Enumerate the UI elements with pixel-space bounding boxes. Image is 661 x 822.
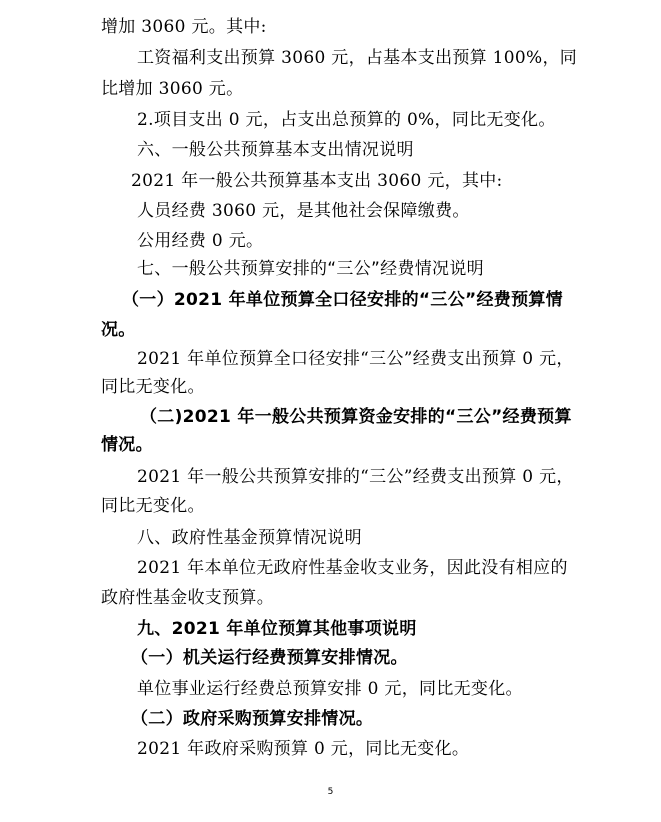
subsection-heading: （二）政府采购预算安排情况。 [131,709,374,729]
paragraph-line: 工资福利支出预算 3060 元，占基本支出预算 100%，同 [137,48,578,68]
paragraph-line: 2021 年本单位无政府性基金收支业务，因此没有相应的 [137,558,568,578]
paragraph-line: 公用经费 0 元。 [137,231,264,251]
paragraph-line: 单位事业运行经费总预算安排 0 元，同比无变化。 [137,679,523,699]
section-heading: 八、政府性基金预算情况说明 [137,528,362,548]
subsection-heading: （一）机关运行经费预算安排情况。 [131,648,408,668]
paragraph-line: 2021 年政府采购预算 0 元，同比无变化。 [137,739,470,759]
subsection-heading: （一）2021 年单位预算全口径安排的“三公”经费预算情 [122,290,563,310]
paragraph-line: 政府性基金收支预算。 [101,588,274,608]
paragraph-line: 同比无变化。 [101,377,205,397]
paragraph-line: 同比无变化。 [101,496,205,516]
paragraph-line: 2021 年一般公共预算安排的“三公”经费支出预算 0 元， [137,467,574,487]
section-heading: 九、2021 年单位预算其他事项说明 [137,619,417,639]
paragraph-line: 人员经费 3060 元，是其他社会保障缴费。 [137,201,470,221]
section-heading: 六、一般公共预算基本支出情况说明 [137,140,414,160]
section-heading: 七、一般公共预算安排的“三公”经费情况说明 [137,259,484,279]
subsection-heading: （二)2021 年一般公共预算资金安排的“三公”经费预算 [140,407,572,427]
paragraph-line: 2.项目支出 0 元，占支出总预算的 0%，同比无变化。 [137,110,556,130]
paragraph-line: 2021 年一般公共预算基本支出 3060 元，其中: [131,171,503,191]
subsection-heading: 情况。 [101,435,153,455]
paragraph-line: 比增加 3060 元。 [101,79,244,99]
paragraph-line: 增加 3060 元。其中: [101,17,267,37]
paragraph-line: 2021 年单位预算全口径安排“三公”经费支出预算 0 元， [137,349,574,369]
page-number: 5 [327,787,334,797]
subsection-heading: 况。 [101,320,136,340]
